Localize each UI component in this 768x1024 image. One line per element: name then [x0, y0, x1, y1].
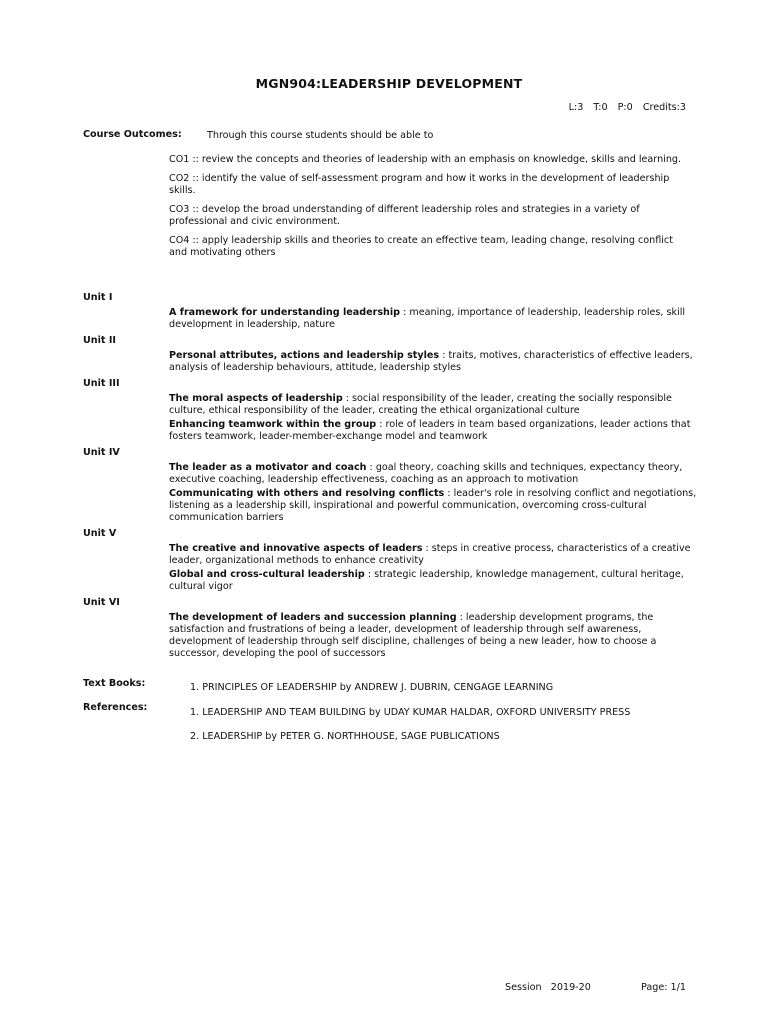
unit-label: Unit VI	[83, 597, 120, 608]
unit-topic	[169, 393, 703, 417]
unit-topic	[169, 307, 703, 331]
tutorial-hours: T:0	[593, 102, 608, 113]
topic-text: : traits, motives, characteristics of effective leaders, analysis of leadership behaviours, attitude, leadership styles	[169, 350, 693, 373]
page-number: Page: 1/1	[641, 982, 686, 993]
unit-topic	[169, 488, 703, 524]
topic-title: A framework for understanding leadership	[169, 307, 401, 318]
topic-text: : strategic leadership, knowledge management, cultural heritage, cultural vigor	[169, 569, 684, 592]
topic-title: The creative and innovative aspects of leaders	[169, 543, 423, 554]
topic-title: The leader as a motivator and coach	[169, 462, 367, 473]
unit-topic	[169, 419, 703, 443]
unit-label: Unit III	[83, 378, 120, 389]
course-outcomes-label: Course Outcomes:	[83, 129, 182, 140]
unit-topic	[169, 543, 703, 567]
course-outcome: CO2 :: identify the value of self-assessment program and how it works in the development of leadership skills.	[169, 173, 670, 196]
course-outcomes-list	[169, 154, 689, 266]
topic-text: : role of leaders in team based organizations, leader actions that fosters teamwork, leader-member-exchange model and teamwork	[169, 419, 691, 442]
topic-title: Enhancing teamwork within the group	[169, 419, 377, 430]
credits: Credits:3	[642, 102, 686, 113]
topic-text: : goal theory, coaching skills and techniques, expectancy theory, executive coaching, leadership effectiveness, coaching as an approach to motivation	[169, 462, 683, 485]
topic-text: : social responsibility of the leader, creating the socially responsible culture, ethical responsibility of the leader, creating the ethical organizational culture	[169, 393, 672, 416]
topic-text: : meaning, importance of leadership, leadership roles, skill development in leadership, nature	[169, 307, 686, 330]
topic-text: : leader's role in resolving conflict and negotiations, listening as a leadership skill, inspirational and powerful communication, overcoming cross-cultural communication barriers	[169, 488, 697, 523]
unit-3	[83, 378, 703, 443]
course-outcome: CO1 :: review the concepts and theories of leadership with an emphasis on knowledge, skills and learning.	[169, 154, 682, 165]
practical-hours: P:0	[617, 102, 633, 113]
topic-title: The moral aspects of leadership	[169, 393, 343, 404]
lecture-hours: L:3	[568, 102, 584, 113]
reference-item: 2. LEADERSHIP by PETER G. NORTHHOUSE, SAGE PUBLICATIONS	[190, 731, 500, 742]
page-title: MGN904:LEADERSHIP DEVELOPMENT	[255, 76, 523, 91]
unit-6	[83, 597, 703, 660]
topic-title: Communicating with others and resolving conflicts	[169, 488, 445, 499]
topic-text: : leadership development programs, the satisfaction and frustrations of being a leader, development of leadership through self awareness, development of leadership through self discipline, challenges of being a new leader, how to choose a successor, developing the pool of successors	[169, 612, 657, 659]
unit-2	[83, 335, 703, 374]
text-books-label: Text Books:	[83, 678, 146, 689]
unit-label: Unit IV	[83, 447, 120, 458]
unit-1	[83, 292, 703, 331]
unit-5	[83, 528, 703, 593]
course-outcome: CO4 :: apply leadership skills and theories to create an effective team, leading change, resolving conflict and motivating others	[169, 235, 673, 258]
unit-label: Unit I	[83, 292, 113, 303]
unit-topic	[169, 612, 703, 660]
course-outcome: CO3 :: develop the broad understanding of different leadership roles and strategies in a variety of professional and civic environment.	[169, 204, 640, 227]
units-section	[83, 292, 703, 664]
unit-label: Unit V	[83, 528, 117, 539]
references-label: References:	[83, 702, 148, 713]
unit-topic	[169, 350, 703, 374]
topic-title: Personal attributes, actions and leadership styles	[169, 350, 440, 361]
topic-text: : steps in creative process, characteristics of a creative leader, organizational methods to enhance creativity	[169, 543, 691, 566]
unit-topic	[169, 569, 703, 593]
topic-title: Global and cross-cultural leadership	[169, 569, 365, 580]
credit-structure	[569, 102, 686, 114]
course-outcomes-intro: Through this course students should be able to	[207, 130, 434, 141]
session-label: Session 2019-20	[505, 982, 591, 993]
topic-title: The development of leaders and succession planning	[169, 612, 457, 623]
reference-item: 1. LEADERSHIP AND TEAM BUILDING by UDAY KUMAR HALDAR, OXFORD UNIVERSITY PRESS	[190, 707, 631, 718]
unit-4	[83, 447, 703, 524]
text-book-item: 1. PRINCIPLES OF LEADERSHIP by ANDREW J. DUBRIN, CENGAGE LEARNING	[190, 682, 554, 693]
unit-topic	[169, 462, 703, 486]
unit-label: Unit II	[83, 335, 116, 346]
